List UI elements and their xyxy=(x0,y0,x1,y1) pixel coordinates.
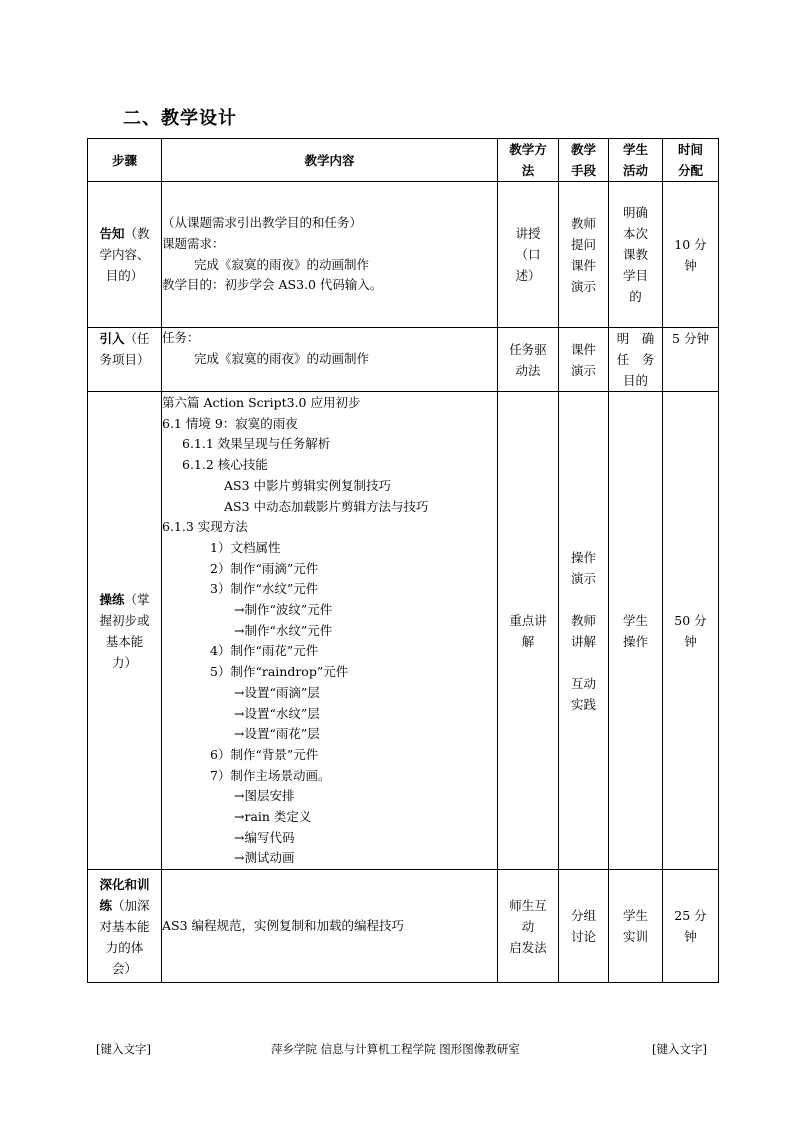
teaching-design-table xyxy=(87,138,719,983)
time-inform: 10 分 钟 xyxy=(663,182,719,328)
table-row xyxy=(88,392,719,870)
content-introduce: 任务： 完成《寂寞的雨夜》的动画制作 xyxy=(162,328,498,392)
activity-deepen: 学生 实训 xyxy=(609,870,663,983)
table-row xyxy=(88,870,719,983)
content-inform: （从课题需求引出教学目的和任务） 课题需求： 完成《寂寞的雨夜》的动画制作 教学目的：初步学会 AS3.0 代码输入。 xyxy=(162,182,498,328)
means-practice: 操作 演示 教师 讲解 互动 实践 xyxy=(559,392,609,870)
content-practice: 第六篇 Action Script3.0 应用初步 6.1 情境 9：寂寞的雨夜 6.1.1 效果呈现与任务解析 6.1.2 核心技能 AS3 中影片剪辑实例复制技巧 AS3 中动态加载影片剪辑方法与技巧 6.1.3 实现方法 1）文档属性 2）制作“雨滴”元件 3）制作“水纹”元件 →制作“波纹”元件 →制作“水纹”元件 4）制作“雨花”元件 5）制作“raindrop”元件 →设置“雨滴”层 →设置“水纹”层 →设置“雨花”层 6）制作“背景”元件 7）制作主场景动画。 →图层安排 →rain 类定义 →编写代码 →测试动画 xyxy=(162,392,498,870)
table-row xyxy=(88,328,719,392)
step-deepen: 深化和训 练（加深 对基本能 力的体 会） xyxy=(88,870,162,983)
activity-inform: 明确 本次 课教 学目 的 xyxy=(609,182,663,328)
header-time: 时间 分配 xyxy=(663,139,719,182)
header-step: 步骤 xyxy=(88,139,162,182)
step-introduce: 引入（任 务项目） xyxy=(88,328,162,392)
step-inform: 告知（教 学内容、 目的） xyxy=(88,182,162,328)
content-deepen: AS3 编程规范，实例复制和加载的编程技巧 xyxy=(162,870,498,983)
method-deepen: 师生互 动 启发法 xyxy=(498,870,559,983)
footer-center: 萍乡学院 信息与计算机工程学院 图形图像教研室 xyxy=(271,1042,520,1056)
footer-right[interactable]: [键入文字] xyxy=(652,1042,707,1056)
method-inform: 讲授 （口 述） xyxy=(498,182,559,328)
header-method: 教学方 法 xyxy=(498,139,559,182)
section-title: 二、教学设计 xyxy=(123,108,237,129)
activity-practice: 学生 操作 xyxy=(609,392,663,870)
time-introduce: 5 分钟 xyxy=(663,328,719,392)
time-practice: 50 分 钟 xyxy=(663,392,719,870)
step-practice: 操练（掌 握初步或 基本能 力） xyxy=(88,392,162,870)
method-introduce: 任务驱 动法 xyxy=(498,328,559,392)
time-deepen: 25 分 钟 xyxy=(663,870,719,983)
method-practice: 重点讲 解 xyxy=(498,392,559,870)
header-activity: 学生 活动 xyxy=(609,139,663,182)
header-means: 教学 手段 xyxy=(559,139,609,182)
footer-left[interactable]: [键入文字] xyxy=(96,1042,151,1056)
header-row xyxy=(88,139,719,182)
means-deepen: 分组 讨论 xyxy=(559,870,609,983)
activity-introduce: 明 确 任 务 目的 xyxy=(609,328,663,392)
header-content: 教学内容 xyxy=(162,139,498,182)
table-row xyxy=(88,182,719,328)
means-introduce: 课件 演示 xyxy=(559,328,609,392)
means-inform: 教师 提问 课件 演示 xyxy=(559,182,609,328)
